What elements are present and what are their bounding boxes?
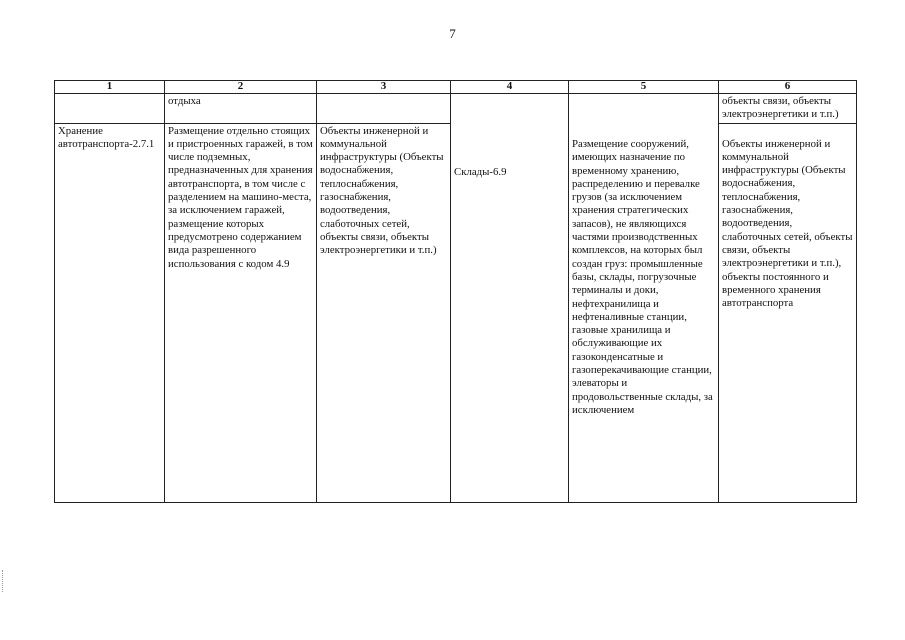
cell-land-use-description: Размещение отдельно стоящих и пристроенных гаражей, в том числе подземных, предназначенных для хранения автотранспорта, в том числе с разделением на машино-места, за исключением гаражей, размещение которых предусмотрено содержанием вида разрешенного использования с кодом 4.9 — [165, 123, 317, 502]
cell-spacer — [722, 125, 853, 138]
cell-continuation-col3 — [317, 94, 451, 124]
column-header-4: 4 — [451, 81, 569, 94]
table-row-continuation — [55, 94, 857, 124]
cell-col6-infrastructure — [719, 123, 857, 502]
cell-continuation-col6: объекты связи, объекты электроэнергетики и т.п.) — [719, 94, 857, 124]
cell-land-use-name: Хранение автотранспорта-2.7.1 — [55, 123, 165, 502]
cell-storage-code: Склады-6.9 — [451, 94, 569, 503]
cell-continuation-col2: отдыха — [165, 94, 317, 124]
cell-continuation-col1 — [55, 94, 165, 124]
column-header-3: 3 — [317, 81, 451, 94]
scan-artifact — [2, 570, 6, 592]
column-header-5: 5 — [569, 81, 719, 94]
zoning-table — [54, 80, 857, 503]
cell-auxiliary-uses: Объекты инженерной и коммунальной инфраструктуры (Объекты водоснабжения, теплоснабжения, газоснабжения, водоотведения, слаботочных сетей, объекты связи, объекты электроэнергетики и т.п.) — [317, 123, 451, 502]
page-number: 7 — [449, 26, 456, 41]
cell-col6-text: Объекты инженерной и коммунальной инфраструктуры (Объекты водоснабжения, теплоснабжения, газоснабжения, водоотведения, слаботочных сетей, объекты связи, объекты электроэнергетики и т.п.), объекты постоянного и временного хранения автотранспорта — [722, 137, 853, 310]
header-row — [55, 81, 857, 94]
column-header-6: 6 — [719, 81, 857, 94]
column-header-2: 2 — [165, 81, 317, 94]
cell-storage-description: Размещение сооружений, имеющих назначение по временному хранению, распределению и перевалке грузов (за исключением хранения стратегических запасов), не являющихся частями производственных комплексов, на которых был создан груз: промышленные базы, склады, погрузочные терминалы и доки, нефтехранилища и нефтеналивные станции, газовые хранилища и обслуживающие их газоконденсатные и газоперекачивающие станции, элеваторы и продовольственные склады, за исключением — [569, 94, 719, 503]
column-header-1: 1 — [55, 81, 165, 94]
